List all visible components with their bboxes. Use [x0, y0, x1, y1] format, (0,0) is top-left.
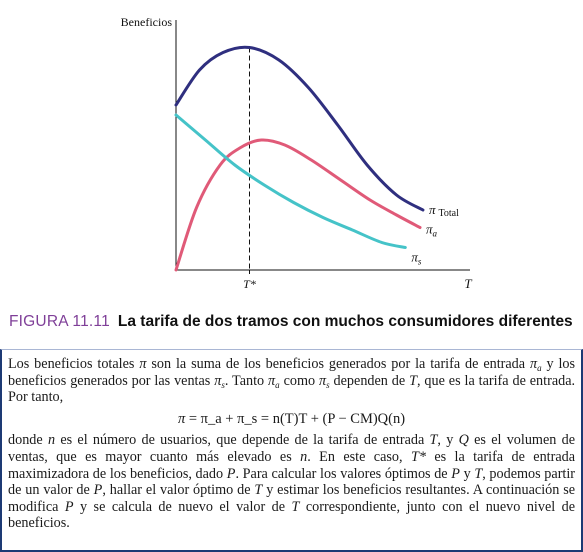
series-label-1: π Total	[428, 202, 459, 219]
series-label-3: $\pi_s$	[411, 249, 422, 267]
series-label-2: $\pi_a$	[426, 221, 438, 239]
x-axis-label: T	[464, 276, 472, 291]
y-axis-label: Beneficios	[120, 15, 172, 29]
explanation-paragraph-1: Los beneficios totales π son la suma de los beneficios generados por la tarifa de entrada $\pi_a$ y los beneficios generados por las ventas $\pi_s$. Tanto $\pi_a$ como $\pi_s$ dependen de T, que es la tarifa de entrada. Por tanto,	[8, 356, 576, 406]
x-tick-label-tstar: T*	[243, 277, 256, 291]
series-group	[176, 47, 459, 270]
explanation-box	[0, 349, 583, 552]
figure-title: La tarifa de dos tramos con muchos consumidores diferentes	[117, 313, 573, 330]
profit-equation: π = π_a + π_s = n(T)T + (P − CM)Q(n)	[177, 410, 406, 427]
figure-number: FIGURA 11.11	[9, 313, 110, 330]
series-line-1	[176, 47, 423, 210]
figure-caption	[9, 313, 575, 331]
explanation-paragraph-2: donde n es el número de usuarios, que depende de la tarifa de entrada T, y Q es el volumen de ventas, que es mayor cuanto más elevado es n. En este caso, T* es la tarifa de entrada maximizadora de los beneficios, dado P. Para calcular los valores óptimos de P y T, podemos partir de un valor de P, hallar el valor óptimo de T y estimar los beneficios resultantes. A continuación se modifica P y se calcula de nuevo el valor de T correspondiente, junto con el nuevo nivel de beneficios.	[8, 432, 576, 532]
